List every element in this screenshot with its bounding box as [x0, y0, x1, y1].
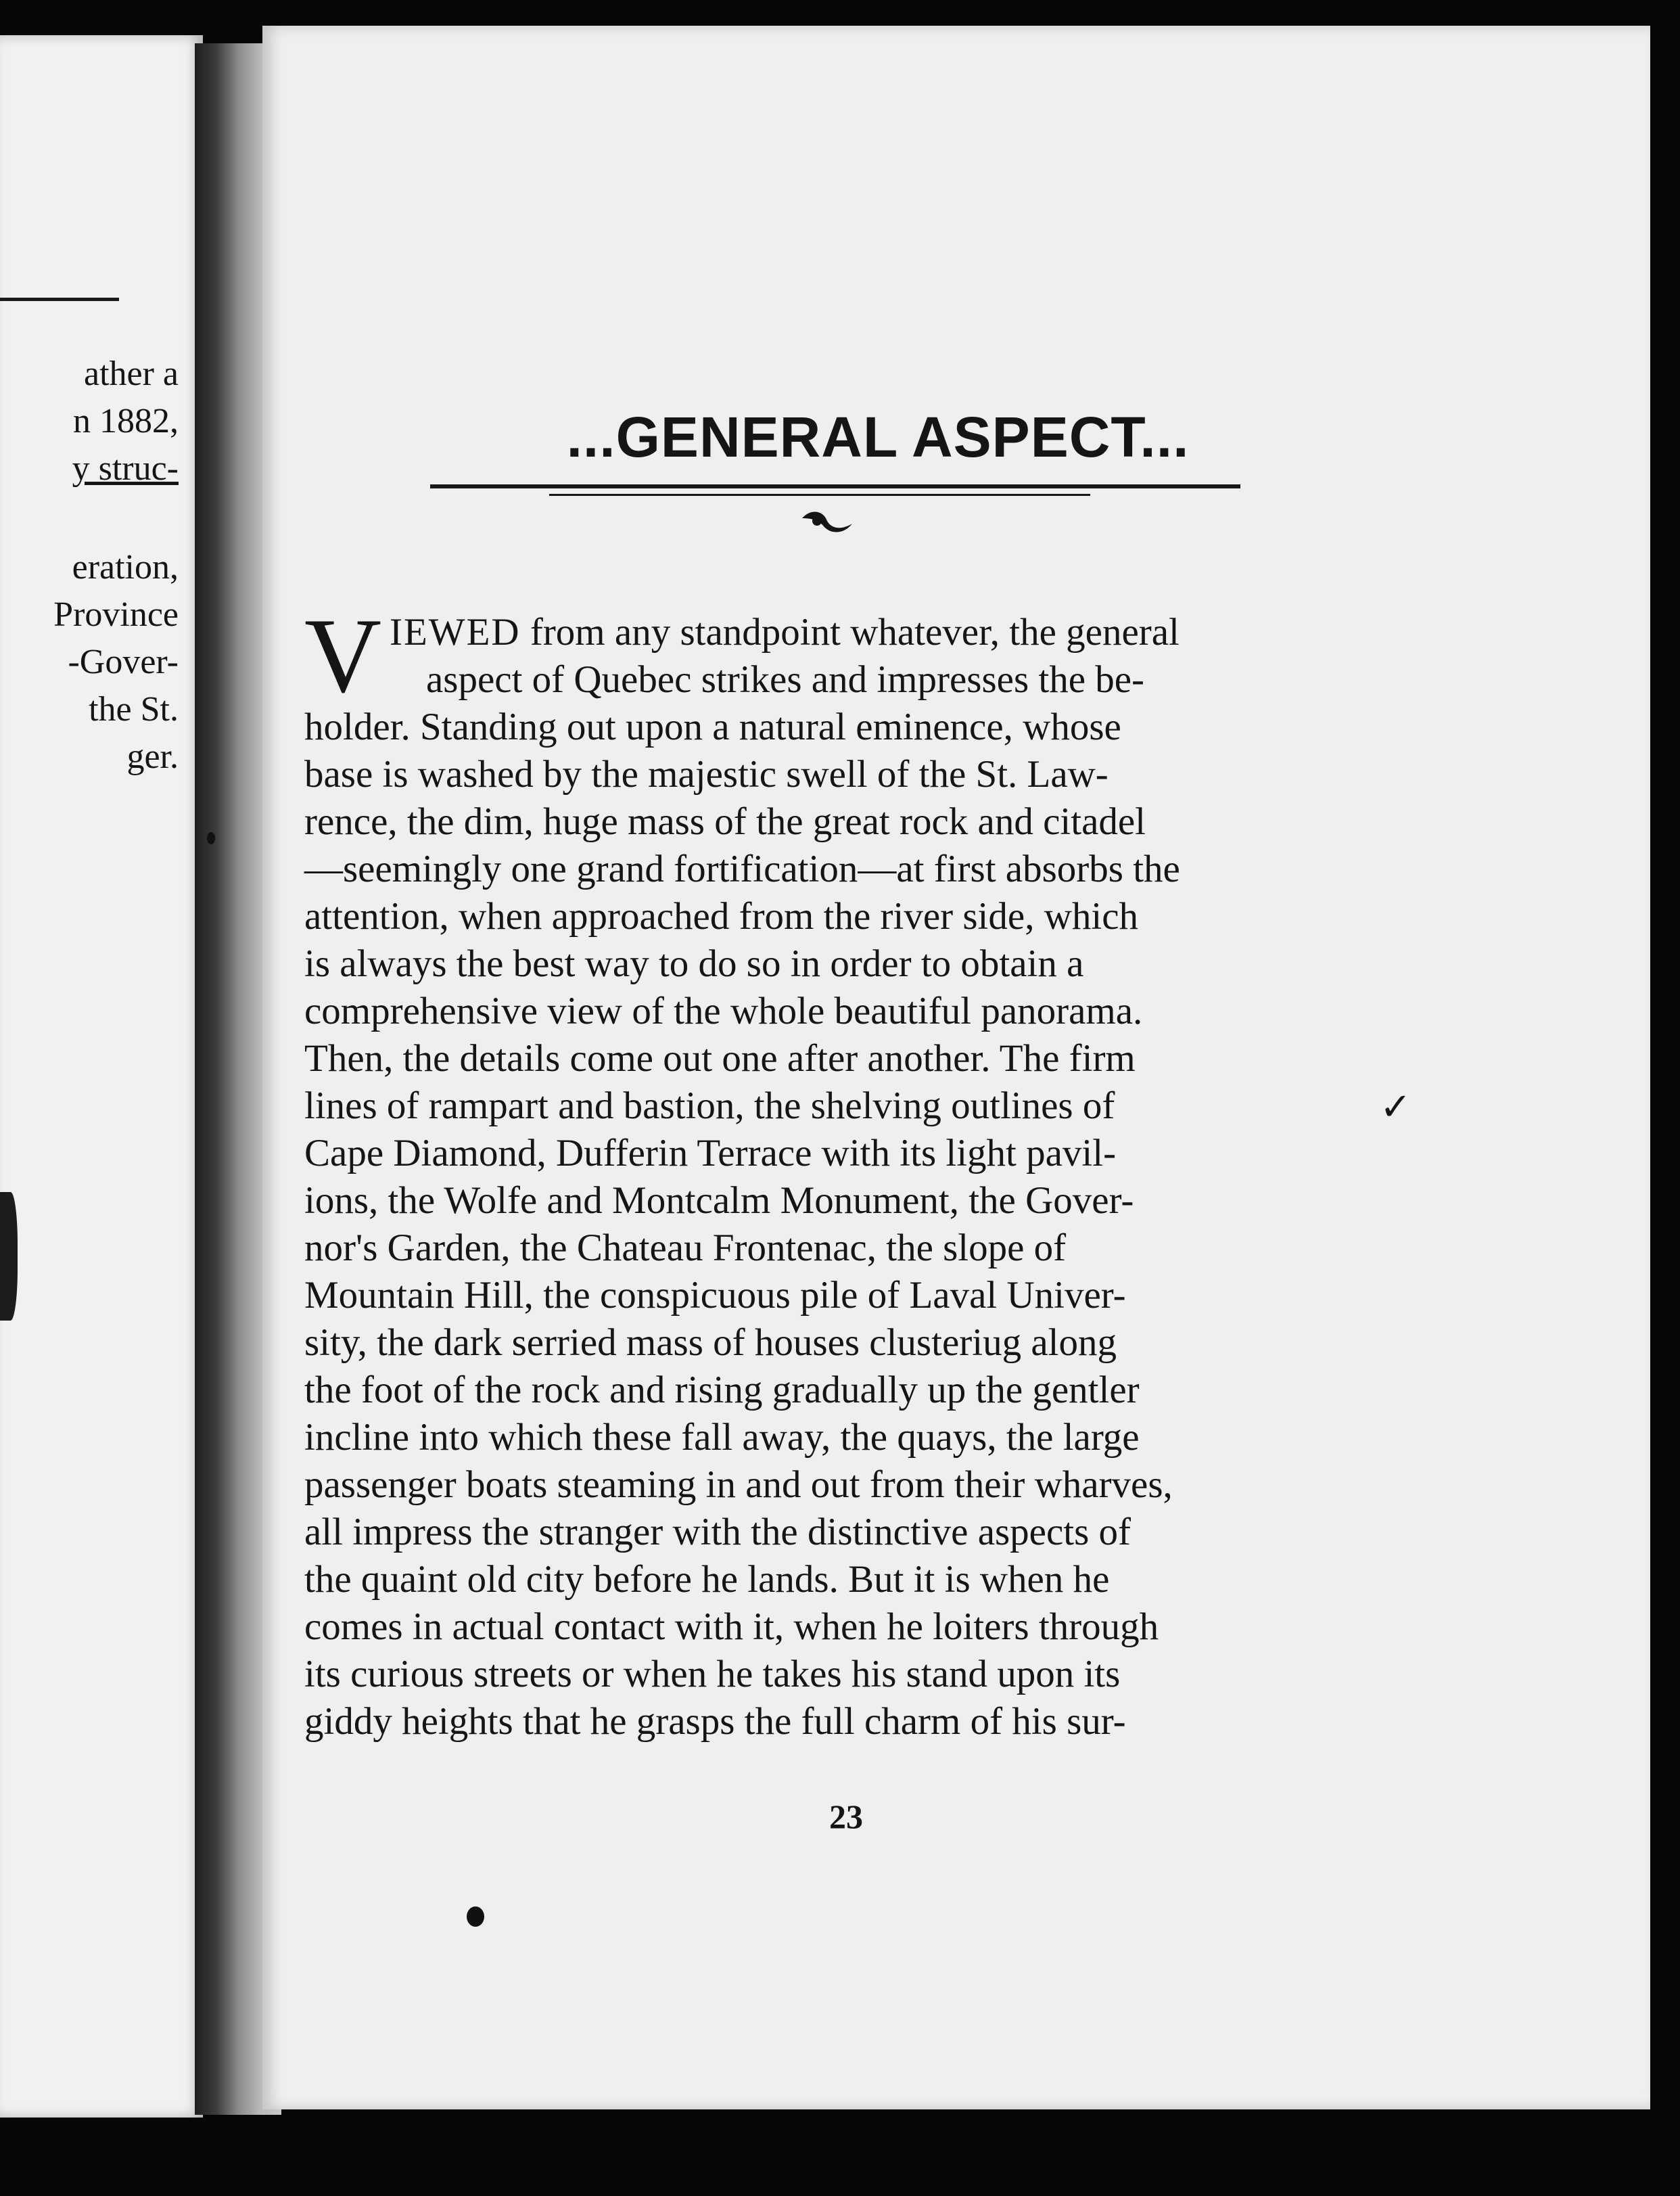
text-line: sity, the dark serried mass of houses clusteriug along — [304, 1321, 1117, 1364]
margin-checkmark: ✓ — [1380, 1085, 1411, 1129]
text-line: Then, the details come out one after another. The firm — [304, 1037, 1136, 1080]
drop-cap: V — [304, 597, 382, 715]
fleuron-ornament — [797, 503, 858, 544]
text-line — [390, 609, 1180, 656]
text-line-rest: from any standpoint whatever, the general — [520, 611, 1180, 654]
text-line: comes in actual contact with it, when he loiters through — [304, 1605, 1159, 1648]
title-rule — [430, 484, 1240, 488]
ink-spot — [467, 1906, 484, 1927]
left-page-fragment: ger. — [126, 737, 179, 776]
text-line: the quaint old city before he lands. But it is when he — [304, 1558, 1110, 1601]
text-line: base is washed by the majestic swell of the St. Law- — [304, 753, 1109, 796]
text-line: holder. Standing out upon a natural eminence, whose — [304, 706, 1121, 748]
text-line: the foot of the rock and rising gradually up the gentler — [304, 1369, 1140, 1411]
text-line: incline into which these fall away, the quays, the large — [304, 1416, 1140, 1459]
left-page-fragment: ather a — [83, 354, 179, 393]
left-page-fragment: the St. — [89, 690, 179, 729]
left-page-fragment: Province — [53, 595, 179, 634]
ink-spot — [207, 832, 215, 844]
left-page — [0, 35, 203, 2118]
text-line: passenger boats steaming in and out from their wharves, — [304, 1463, 1173, 1506]
text-line: all impress the stranger with the distinctive aspects of — [304, 1511, 1131, 1553]
text-line: aspect of Quebec strikes and impresses the be- — [426, 658, 1145, 701]
right-page — [262, 26, 1650, 2109]
page-number: 23 — [829, 1798, 863, 1835]
left-page-fragment: y struc- — [72, 449, 179, 488]
left-page-fragment: n 1882, — [73, 402, 179, 440]
left-page-rule — [0, 298, 119, 301]
chapter-title: ...GENERAL ASPECT... — [566, 405, 1190, 469]
title-rule-inner — [549, 494, 1090, 496]
text-line: nor's Garden, the Chateau Frontenac, the slope of — [304, 1227, 1067, 1269]
text-line: Mountain Hill, the conspicuous pile of Laval Univer- — [304, 1274, 1126, 1317]
left-page-ornament — [0, 1192, 18, 1321]
text-line: ions, the Wolfe and Montcalm Monument, the Gover- — [304, 1179, 1134, 1222]
text-line: Cape Diamond, Dufferin Terrace with its light pavil- — [304, 1132, 1117, 1174]
text-line: —seemingly one grand fortification—at first absorbs the — [304, 848, 1180, 890]
text-line: comprehensive view of the whole beautiful panorama. — [304, 990, 1143, 1032]
left-page-fragment: eration, — [72, 548, 179, 587]
text-line: its curious streets or when he takes his stand upon its — [304, 1653, 1121, 1695]
text-line: is always the best way to do so in order to obtain a — [304, 942, 1084, 985]
text-line: rence, the dim, huge mass of the great rock and citadel — [304, 800, 1146, 843]
left-page-fragment: -Gover- — [68, 643, 179, 681]
text-line: attention, when approached from the river side, which — [304, 895, 1138, 938]
text-line: giddy heights that he grasps the full charm of his sur- — [304, 1700, 1126, 1743]
text-line: lines of rampart and bastion, the shelving outlines of — [304, 1084, 1115, 1127]
first-word: IEWED — [390, 611, 521, 654]
